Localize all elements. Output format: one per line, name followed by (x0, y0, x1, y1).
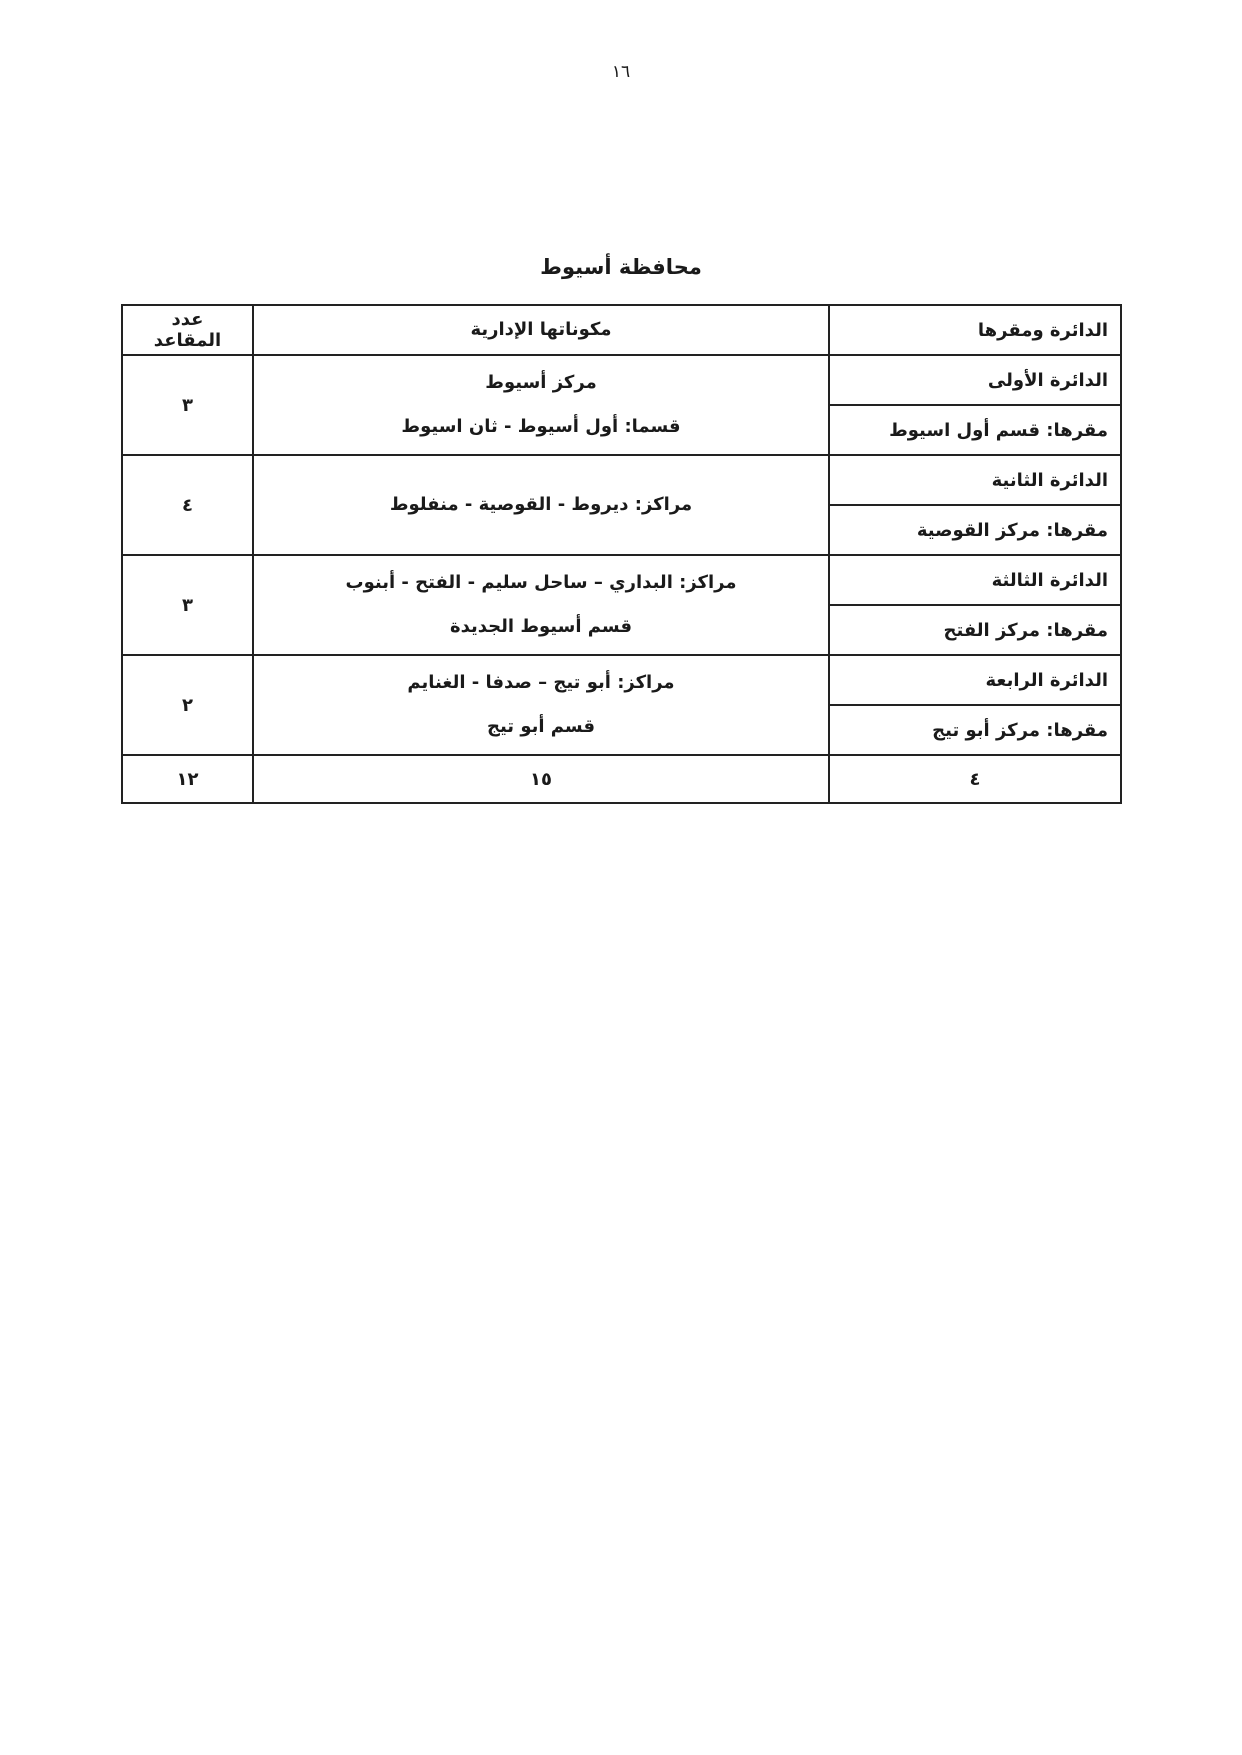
district-seats: ٣ (122, 355, 253, 455)
page-title: محافظة أسيوط (540, 255, 702, 279)
district-name: الدائرة الثالثة (829, 555, 1121, 605)
district-components (253, 355, 829, 455)
district-name: الدائرة الثانية (829, 455, 1121, 505)
table-row (122, 355, 1121, 405)
district-seats: ٣ (122, 555, 253, 655)
total-districts: ٤ (829, 755, 1121, 803)
component-line: مركز أسيوط (485, 372, 597, 393)
district-seats: ٢ (122, 655, 253, 755)
districts-table (121, 304, 1122, 804)
page-number: ١٦ (611, 62, 631, 82)
district-name: الدائرة الأولى (829, 355, 1121, 405)
district-components (253, 655, 829, 755)
district-components (253, 555, 829, 655)
district-hq: مقرها: قسم أول اسيوط (829, 405, 1121, 455)
component-line: مراكز: ديروط - القوصية - منفلوط (389, 494, 693, 515)
district-name: الدائرة الرابعة (829, 655, 1121, 705)
component-line: قسما: أول أسيوط - ثان اسيوط (401, 416, 681, 437)
component-line: قسم أبو تيج (486, 716, 596, 737)
header-seats: عدد المقاعد (122, 305, 253, 355)
district-hq: مقرها: مركز القوصية (829, 505, 1121, 555)
component-line: قسم أسيوط الجديدة (449, 616, 633, 637)
totals-row (122, 755, 1121, 803)
header-components: مكوناتها الإدارية (253, 305, 829, 355)
table-row (122, 655, 1121, 705)
component-line: مراكز: أبو تيج – صدفا - الغنايم (407, 672, 675, 693)
district-components (253, 455, 829, 555)
table-row (122, 455, 1121, 505)
total-seats: ١٢ (122, 755, 253, 803)
component-line: مراكز: البداري – ساحل سليم - الفتح - أبنوب (345, 572, 737, 593)
district-hq: مقرها: مركز الفتح (829, 605, 1121, 655)
district-seats: ٤ (122, 455, 253, 555)
total-components: ١٥ (253, 755, 829, 803)
header-district: الدائرة ومقرها (829, 305, 1121, 355)
district-hq: مقرها: مركز أبو تيج (829, 705, 1121, 755)
table-header-row (122, 305, 1121, 355)
table-row (122, 555, 1121, 605)
